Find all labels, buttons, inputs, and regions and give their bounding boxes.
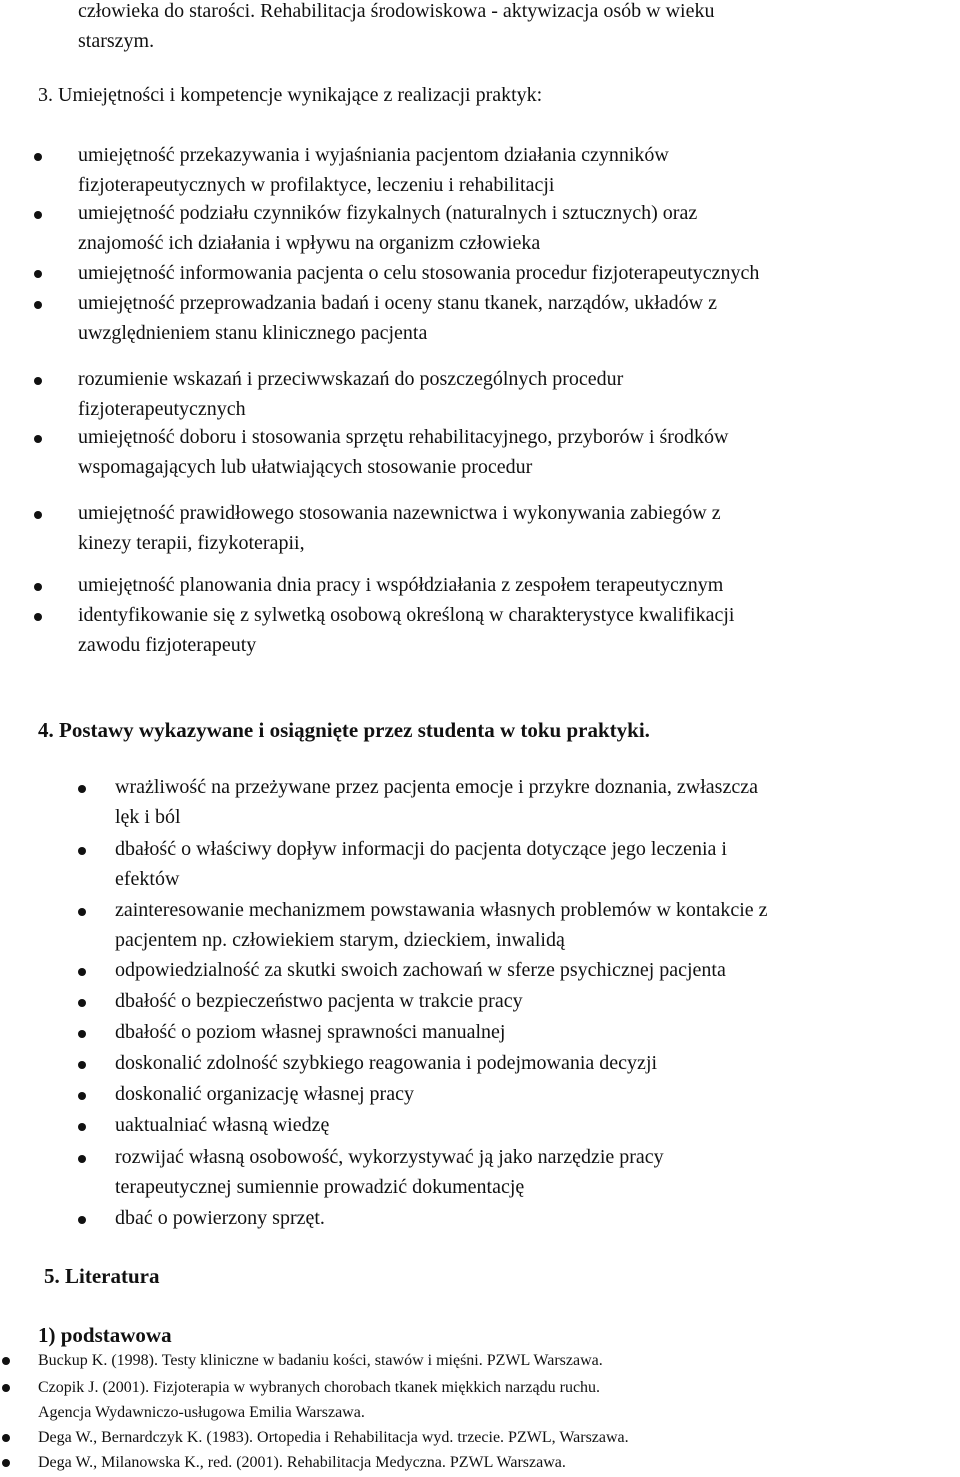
s3-item-4-line-2: uwzględnieniem stanu klinicznego pacjenta	[78, 322, 428, 344]
s3-item-5-line-2: fizjoterapeutycznych	[78, 398, 246, 420]
s3-item-8-line-1: umiejętność planowania dnia pracy i współdziałania z zespołem terapeutycznym	[78, 574, 724, 596]
intro-line-1: człowieka do starości. Rehabilitacja środowiskowa - aktywizacja osób w wieku	[78, 0, 715, 22]
s4-item-9-line-1: uaktualniać własną wiedzę	[115, 1114, 330, 1136]
bullet-icon	[34, 270, 42, 278]
s4-item-8-line-1: doskonalić organizację własnej pracy	[115, 1083, 414, 1105]
bullet-icon	[34, 377, 42, 385]
lit-item-2-line-1: Czopik J. (2001). Fizjoterapia w wybranych chorobach tkanek miękkich narządu ruchu.	[38, 1379, 601, 1396]
bullet-icon	[78, 968, 86, 976]
s4-item-10-line-1: rozwijać własną osobowość, wykorzystywać ją jako narzędzie pracy	[115, 1146, 664, 1168]
bullet-icon	[34, 211, 42, 219]
intro-line-2: starszym.	[78, 30, 155, 52]
s4-item-6-line-1: dbałość o poziom własnej sprawności manualnej	[115, 1021, 506, 1043]
bullet-icon	[2, 1357, 10, 1365]
bullet-icon	[34, 511, 42, 519]
bullet-icon	[34, 153, 42, 161]
bullet-icon	[2, 1434, 10, 1442]
s3-item-1-line-2: fizjoterapeutycznych w profilaktyce, leczeniu i rehabilitacji	[78, 174, 555, 196]
s3-item-5-line-1: rozumienie wskazań i przeciwwskazań do poszczególnych procedur	[78, 368, 624, 390]
section-4-heading: 4. Postawy wykazywane i osiągnięte przez studenta w toku praktyki.	[38, 718, 650, 742]
s3-item-7-line-1: umiejętność prawidłowego stosowania nazewnictwa i wykonywania zabiegów z	[78, 502, 721, 524]
bullet-icon	[78, 1061, 86, 1069]
s4-item-4-line-1: odpowiedzialność za skutki swoich zachowań w sferze psychicznej pacjenta	[115, 959, 726, 981]
bullet-icon	[78, 785, 86, 793]
s3-item-3-line-1: umiejętność informowania pacjenta o celu stosowania procedur fizjoterapeutycznych	[78, 262, 760, 284]
bullet-icon	[2, 1384, 10, 1392]
bullet-icon	[78, 1123, 86, 1131]
bullet-icon	[78, 1092, 86, 1100]
s4-item-3-line-2: pacjentem np. człowiekiem starym, dzieckiem, inwalidą	[115, 929, 565, 951]
s4-item-10-line-2: terapeutycznej sumiennie prowadzić dokumentację	[115, 1176, 525, 1198]
s3-item-7-line-2: kinezy terapii, fizykoterapii,	[78, 532, 305, 554]
s4-item-11-line-1: dbać o powierzony sprzęt.	[115, 1207, 325, 1229]
bullet-icon	[34, 613, 42, 621]
bullet-icon	[34, 435, 42, 443]
section-5-subheading: 1) podstawowa	[38, 1323, 172, 1347]
section-3-heading: 3. Umiejętności i kompetencje wynikające z realizacji praktyk:	[38, 84, 543, 106]
s4-item-2-line-2: efektów	[115, 868, 180, 890]
bullet-icon	[2, 1459, 10, 1467]
s3-item-2-line-1: umiejętność podziału czynników fizykalnych (naturalnych i sztucznych) oraz	[78, 202, 698, 224]
bullet-icon	[78, 1216, 86, 1224]
s3-item-2-line-2: znajomość ich działania i wpływu na organizm człowieka	[78, 232, 541, 254]
s3-item-9-line-2: zawodu fizjoterapeuty	[78, 634, 257, 656]
s4-item-3-line-1: zainteresowanie mechanizmem powstawania własnych problemów w kontakcie z	[115, 899, 768, 921]
bullet-icon	[78, 847, 86, 855]
lit-item-4-line-1: Dega W., Milanowska K., red. (2001). Rehabilitacja Medyczna. PZWL Warszawa.	[38, 1454, 566, 1471]
bullet-icon	[78, 908, 86, 916]
s4-item-7-line-1: doskonalić zdolność szybkiego reagowania i podejmowania decyzji	[115, 1052, 658, 1074]
s3-item-1-line-1: umiejętność przekazywania i wyjaśniania pacjentom działania czynników	[78, 144, 669, 166]
s3-item-9-line-1: identyfikowanie się z sylwetką osobową określoną w charakterystyce kwalifikacji	[78, 604, 735, 626]
s4-item-5-line-1: dbałość o bezpieczeństwo pacjenta w trakcie pracy	[115, 990, 523, 1012]
s4-item-1-line-2: lęk i ból	[115, 806, 181, 828]
lit-item-2-line-2: Agencja Wydawniczo-usługowa Emilia Warszawa.	[38, 1404, 365, 1421]
lit-item-3-line-1: Dega W., Bernardczyk K. (1983). Ortopedia i Rehabilitacja wyd. trzecie. PZWL, Warszawa.	[38, 1429, 629, 1446]
section-5-heading: 5. Literatura	[44, 1264, 160, 1288]
s3-item-6-line-1: umiejętność doboru i stosowania sprzętu rehabilitacyjnego, przyborów i środków	[78, 426, 729, 448]
bullet-icon	[78, 999, 86, 1007]
bullet-icon	[78, 1155, 86, 1163]
bullet-icon	[34, 583, 42, 591]
lit-item-1-line-1: Buckup K. (1998). Testy kliniczne w badaniu kości, stawów i mięśni. PZWL Warszawa.	[38, 1352, 603, 1369]
bullet-icon	[78, 1030, 86, 1038]
s4-item-2-line-1: dbałość o właściwy dopływ informacji do pacjenta dotyczące jego leczenia i	[115, 838, 727, 860]
s4-item-1-line-1: wrażliwość na przeżywane przez pacjenta emocje i przykre doznania, zwłaszcza	[115, 776, 758, 798]
s3-item-6-line-2: wspomagających lub ułatwiających stosowanie procedur	[78, 456, 533, 478]
s3-item-4-line-1: umiejętność przeprowadzania badań i oceny stanu tkanek, narządów, układów z	[78, 292, 718, 314]
bullet-icon	[34, 301, 42, 309]
